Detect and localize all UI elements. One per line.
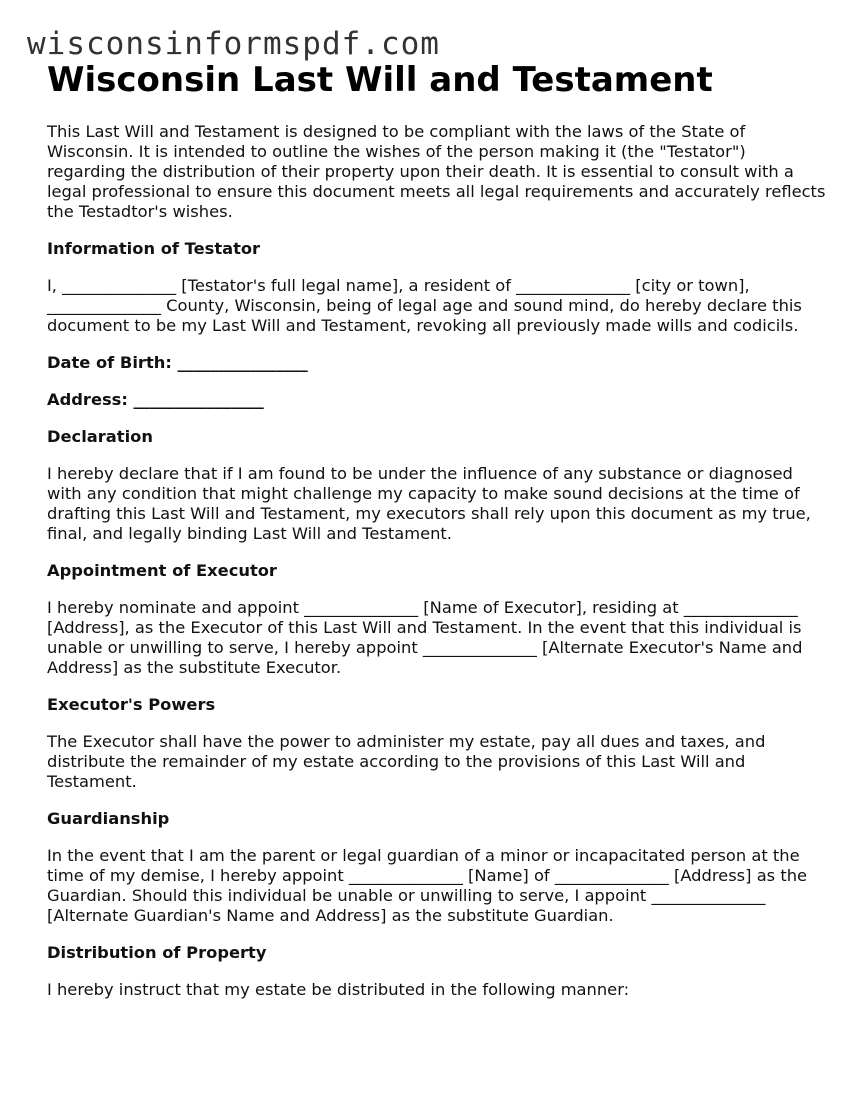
document-title: Wisconsin Last Will and Testament: [47, 60, 713, 100]
document-body: [47, 122, 827, 1017]
section-heading-executor-powers: Executor's Powers: [47, 695, 216, 714]
date-of-birth-field: Date of Birth: ________________: [47, 353, 308, 372]
intro-paragraph: This Last Will and Testament is designed to be compliant with the laws of the State of Wisconsin. It is intended to outline the wishes of the person making it (the "Testator") regarding the distribution of their property upon their death. It is essential to consult with a legal professional to ensure this document meets all legal requirements and accurately reflects the Testadtor's wishes.: [47, 122, 826, 221]
section-heading-distribution: Distribution of Property: [47, 943, 267, 962]
testator-paragraph: I, ______________ [Testator's full legal name], a resident of ______________ [city or town], ______________ County, Wisconsin, being of legal age and sound mind, do hereby declare this document to be my Last Will and Testament, revoking all previously made wills and codicils.: [47, 276, 802, 335]
executor-paragraph: I hereby nominate and appoint ______________ [Name of Executor], residing at ______________ [Address], as the Executor of this Last Will and Testament. In the event that this individual is unable or unwilling to serve, I hereby appoint ______________ [Alternate Executor's Name and Address] as the substitute Executor.: [47, 598, 803, 677]
distribution-paragraph: I hereby instruct that my estate be distributed in the following manner:: [47, 980, 630, 999]
section-heading-executor: Appointment of Executor: [47, 561, 277, 580]
guardianship-paragraph: In the event that I am the parent or legal guardian of a minor or incapacitated person at the time of my demise, I hereby appoint ______________ [Name] of ______________ [Address] as the Guardian. Should this individual be unable or unwilling to serve, I appoint ______________ [Alternate Guardian's Name and Address] as the substitute Guardian.: [47, 846, 808, 925]
address-field: Address: ________________: [47, 390, 264, 409]
site-watermark: wisconsinformspdf.com: [27, 26, 440, 62]
section-heading-declaration: Declaration: [47, 427, 153, 446]
executor-powers-paragraph: The Executor shall have the power to administer my estate, pay all dues and taxes, and distribute the remainder of my estate according to the provisions of this Last Will and Testament.: [47, 732, 766, 791]
declaration-paragraph: I hereby declare that if I am found to be under the influence of any substance or diagnosed with any condition that might challenge my capacity to make sound decisions at the time of drafting this Last Will and Testament, my executors shall rely upon this document as my true, final, and legally binding Last Will and Testament.: [47, 464, 811, 543]
section-heading-guardianship: Guardianship: [47, 809, 170, 828]
section-heading-testator: Information of Testator: [47, 239, 261, 258]
